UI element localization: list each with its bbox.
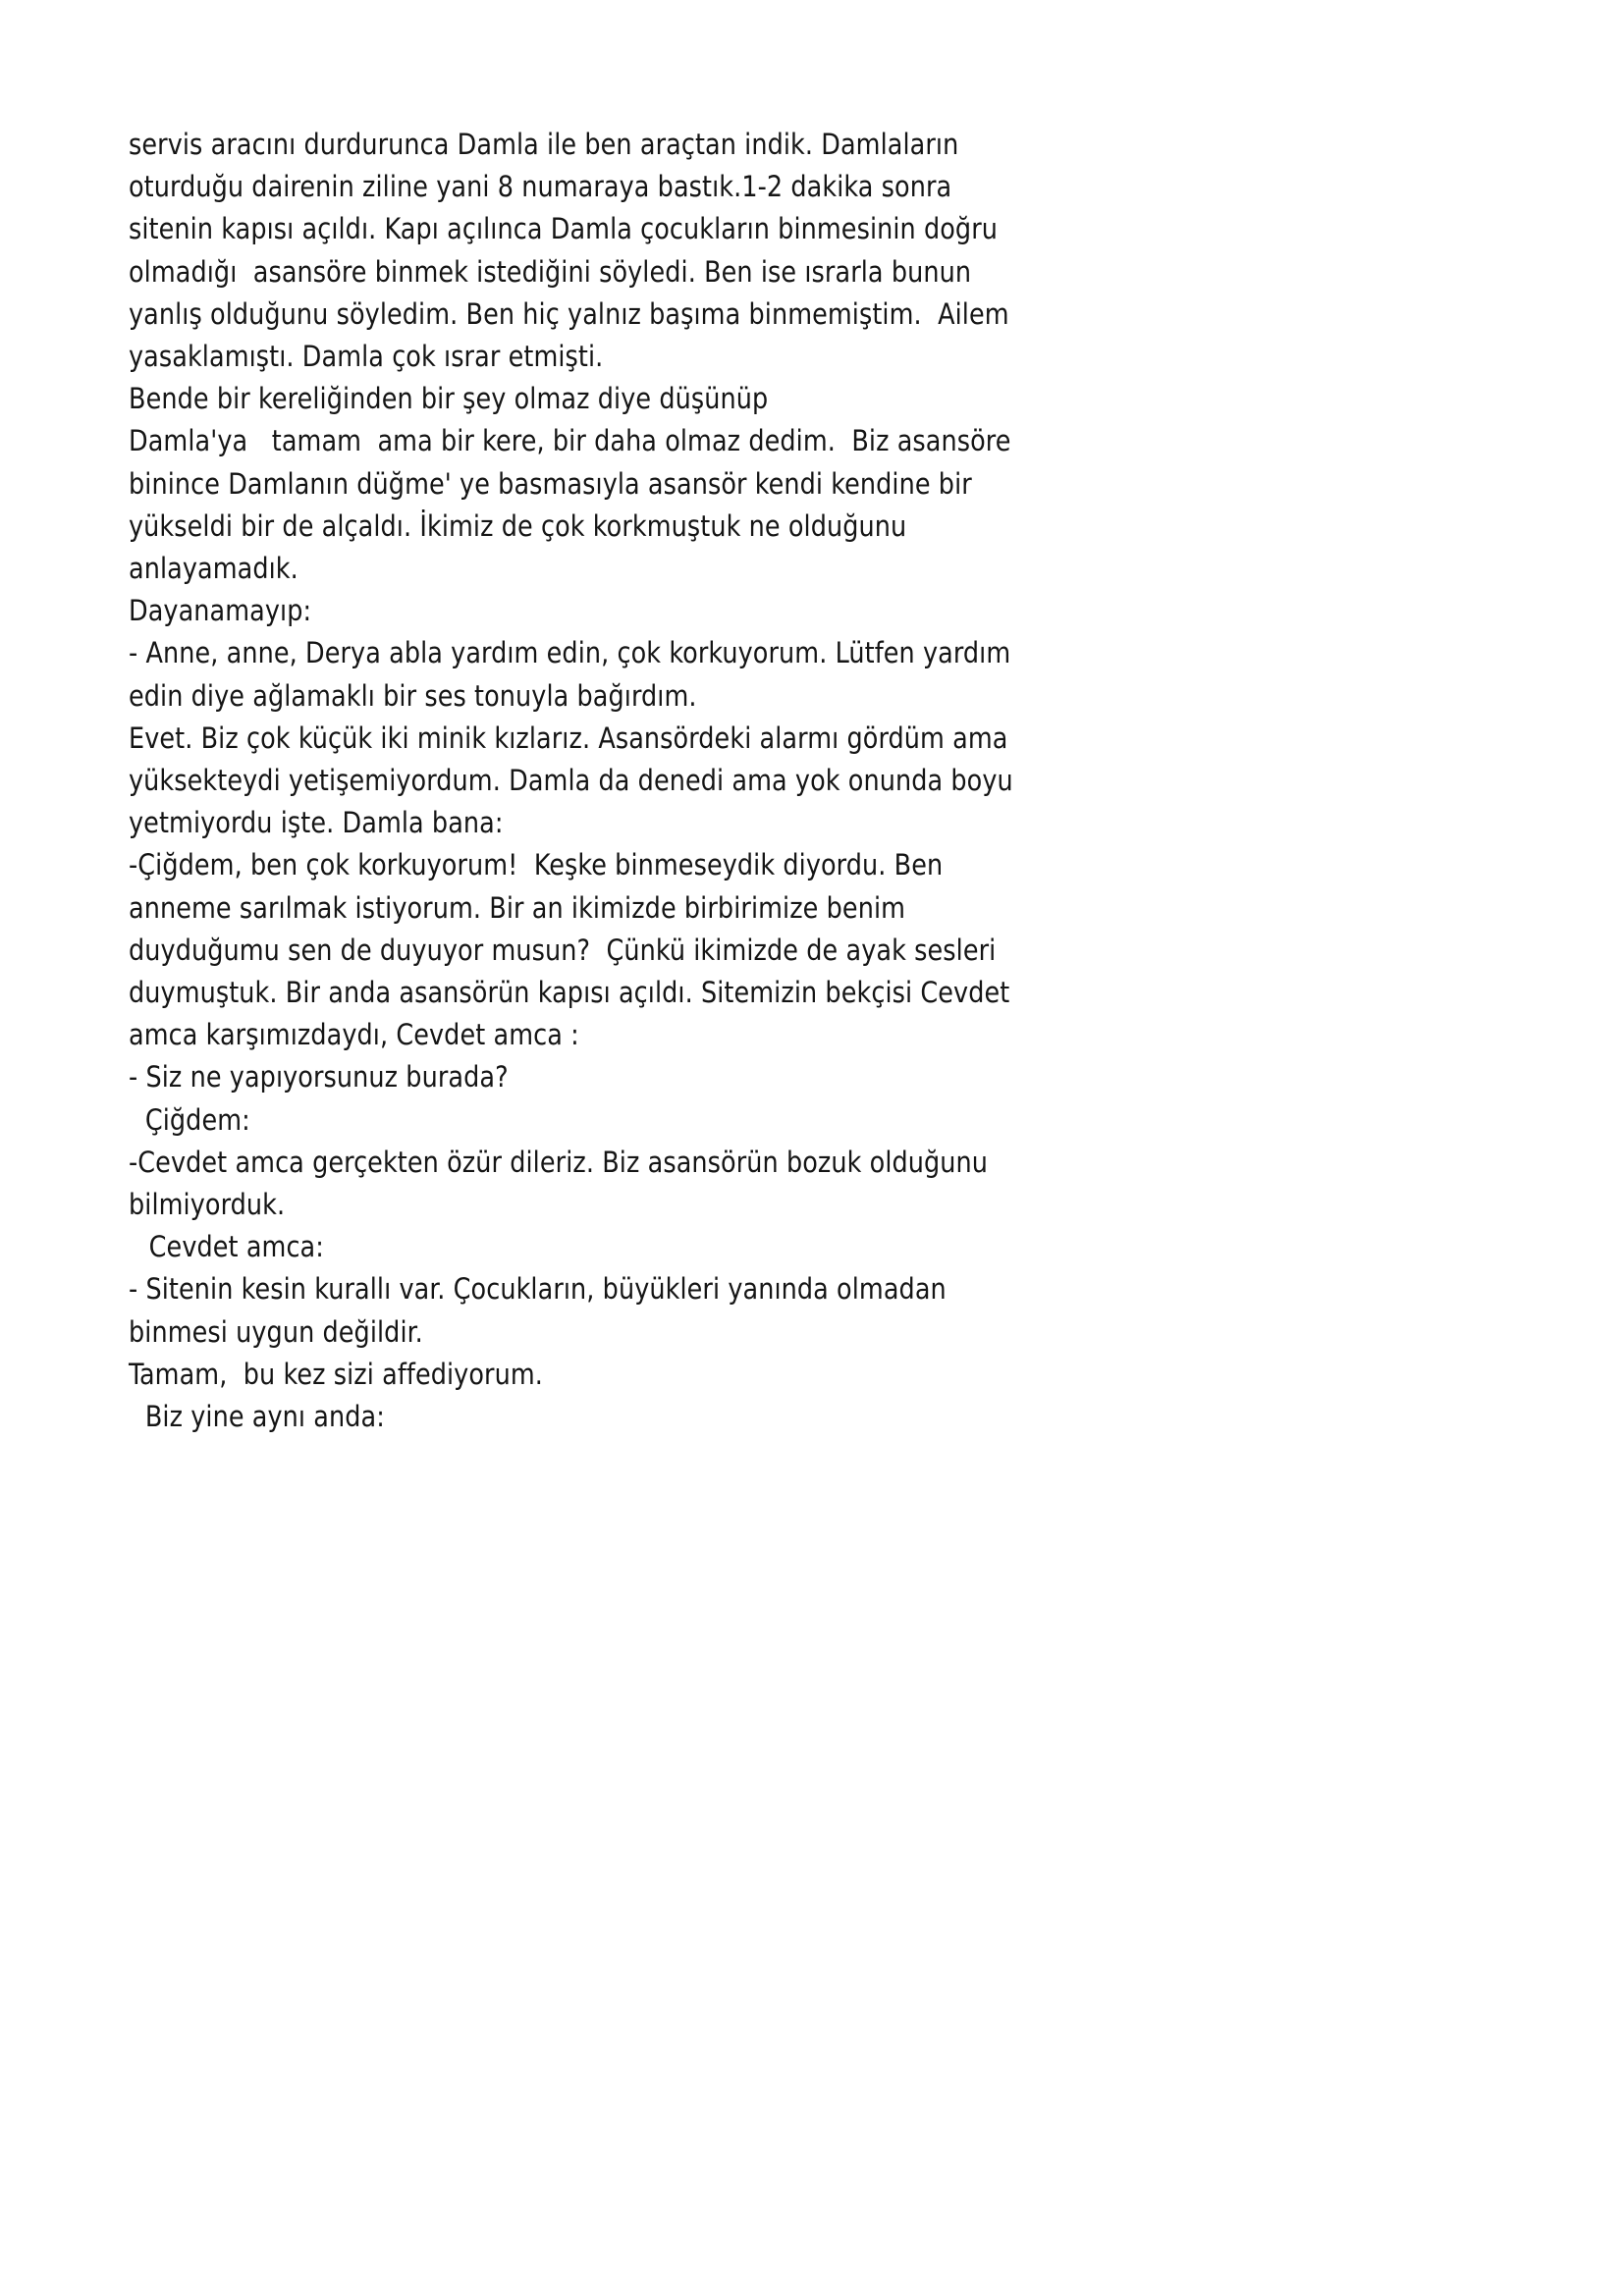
text-line: amca karşımızdaydı, Cevdet amca : (129, 1018, 579, 1052)
text-line: -Çiğdem, ben çok korkuyorum! Keşke binmeseydik diyordu. Ben (129, 848, 944, 882)
paragraph (129, 718, 1110, 845)
text-line: -Cevdet amca gerçekten özür dileriz. Biz asansörün bozuk olduğunu (129, 1145, 989, 1179)
text-line: - Anne, anne, Derya abla yardım edin, çok korkuyorum. Lütfen yardım (129, 636, 1011, 670)
paragraph (129, 124, 1110, 378)
document-text-body (129, 124, 1110, 1438)
text-line: Dayanamayıp: (129, 594, 312, 628)
paragraph (129, 1142, 1110, 1226)
text-line: servis aracını durdurunca Damla ile ben araçtan indik. Damlaların (129, 128, 959, 161)
text-line: bilmiyorduk. (129, 1188, 286, 1222)
text-line: duymuştuk. Bir anda asansörün kapısı açıldı. Sitemizin bekçisi Cevdet (129, 976, 1010, 1010)
text-line: duyduğumu sen de duyuyor musun? Çünkü ikimizde de ayak sesleri (129, 933, 997, 967)
text-line: sitenin kapısı açıldı. Kapı açılınca Damla çocukların binmesinin doğru (129, 212, 999, 246)
text-line: Cevdet amca: (140, 1230, 324, 1264)
text-line: binmesi uygun değildir. (129, 1314, 423, 1349)
paragraph (129, 1354, 1110, 1396)
paragraph (129, 1056, 1110, 1098)
text-line: yasaklamıştı. Damla çok ısrar etmişti. (129, 340, 604, 374)
text-line: Damla'ya tamam ama bir kere, bir daha olmaz dedim. Biz asansöre (129, 424, 1011, 458)
text-line: anneme sarılmak istiyorum. Bir an ikimizde birbirimize benim (129, 890, 906, 925)
paragraph (129, 378, 1110, 420)
paragraph (129, 420, 1110, 590)
paragraph (129, 632, 1110, 717)
text-line: Evet. Biz çok küçük iki minik kızlarız. Asansördeki alarmı gördüm ama (129, 721, 1008, 755)
paragraph (129, 844, 1110, 1056)
paragraph (129, 1396, 1110, 1438)
text-line: yükseldi bir de alçaldı. İkimiz de çok korkmuştuk ne olduğunu (129, 508, 907, 543)
text-line: yanlış olduğunu söyledim. Ben hiç yalnız başıma binmemiştim. Ailem (129, 296, 1009, 331)
text-line: Çiğdem: (136, 1102, 250, 1137)
paragraph (129, 1099, 1110, 1142)
text-line: yetmiyordu işte. Damla bana: (129, 806, 504, 840)
text-line: Biz yine aynı anda: (136, 1400, 385, 1434)
text-line: olmadığı asansöre binmek istediğini söyledi. Ben ise ısrarla bunun (129, 254, 972, 289)
text-line: anlayamadık. (129, 552, 298, 586)
paragraph (129, 1226, 1110, 1268)
text-line: Tamam, bu kez sizi affediyorum. (129, 1357, 543, 1391)
text-line: - Siz ne yapıyorsunuz burada? (129, 1060, 509, 1095)
text-line: oturduğu dairenin ziline yani 8 numaraya bastık.1-2 dakika sonra (129, 170, 952, 204)
text-line: - Sitenin kesin kurallı var. Çocukların, büyükleri yanında olmadan (129, 1272, 947, 1307)
paragraph (129, 590, 1110, 632)
text-line: edin diye ağlamaklı bir ses tonuyla bağırdım. (129, 678, 697, 713)
text-line: binince Damlanın düğme' ye basmasıyla asansör kendi kendine bir (129, 466, 972, 501)
text-line: Bende bir kereliğinden bir şey olmaz diye düşünüp (129, 382, 769, 416)
paragraph (129, 1268, 1110, 1353)
text-line: yüksekteydi yetişemiyordum. Damla da denedi ama yok onunda boyu (129, 764, 1013, 798)
